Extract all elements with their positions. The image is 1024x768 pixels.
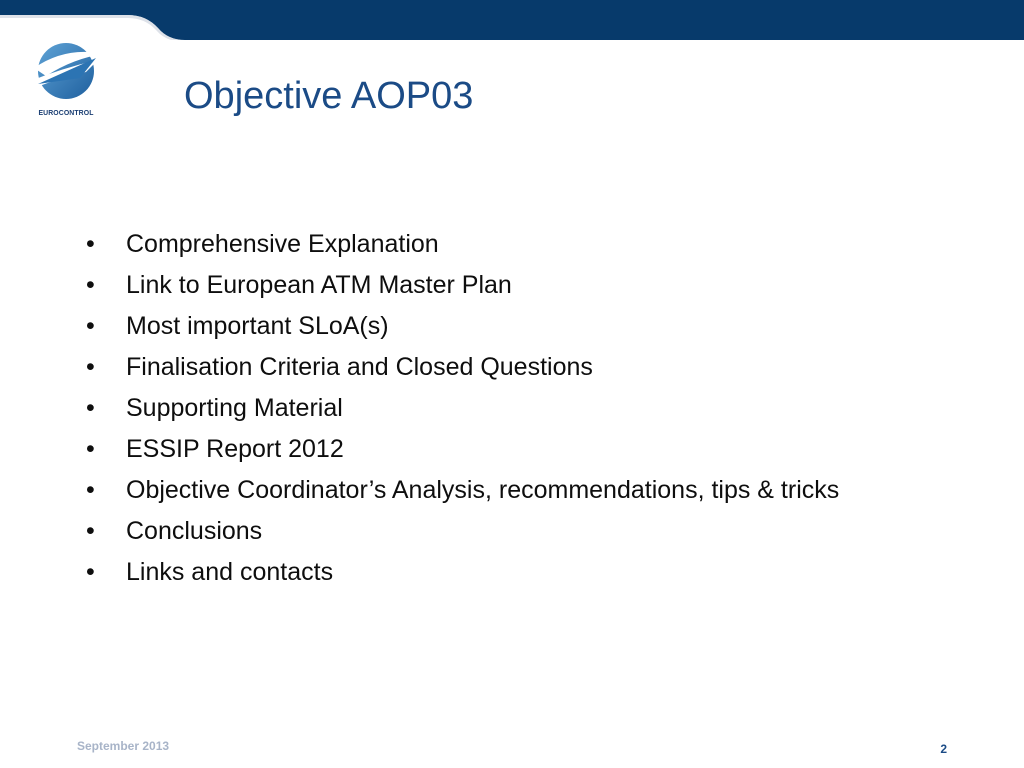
footer-date: September 2013 xyxy=(77,739,170,753)
bullet-list xyxy=(86,224,839,593)
bullet-item xyxy=(86,224,839,265)
logo-wordmark: EUROCONTROL xyxy=(38,108,94,117)
bullet-marker: • xyxy=(86,435,95,463)
bullet-item xyxy=(86,552,839,593)
bullet-item xyxy=(86,470,839,511)
bullet-item xyxy=(86,265,839,306)
bullet-item xyxy=(86,306,839,347)
bullet-marker: • xyxy=(86,230,95,258)
bullet-text: Most important SLoA(s) xyxy=(126,312,389,340)
bullet-marker: • xyxy=(86,476,95,504)
bullet-marker: • xyxy=(86,271,95,299)
header-band xyxy=(0,0,1024,40)
bullet-text: Finalisation Criteria and Closed Questions xyxy=(126,353,593,381)
header-band-shape xyxy=(0,0,1024,40)
bullet-text: Supporting Material xyxy=(126,394,343,422)
bullet-text: Link to European ATM Master Plan xyxy=(126,271,512,299)
slide-title: Objective AOP03 xyxy=(184,75,474,117)
bullet-text: Comprehensive Explanation xyxy=(126,230,439,258)
bullet-marker: • xyxy=(86,558,95,586)
bullet-marker: • xyxy=(86,394,95,422)
bullet-marker: • xyxy=(86,517,95,545)
bullet-marker: • xyxy=(86,353,95,381)
bullet-text: Links and contacts xyxy=(126,558,334,586)
bullet-marker: • xyxy=(86,312,95,340)
eurocontrol-logo xyxy=(26,38,106,122)
bullet-item xyxy=(86,347,839,388)
bullet-text: ESSIP Report 2012 xyxy=(126,435,344,463)
bullet-item xyxy=(86,511,839,552)
bullet-text: Conclusions xyxy=(126,517,263,545)
bullet-item xyxy=(86,429,839,470)
page-number: 2 xyxy=(940,742,947,756)
bullet-text: Objective Coordinator’s Analysis, recommendations, tips & tricks xyxy=(126,476,840,504)
eurocontrol-logo-icon xyxy=(26,38,106,108)
bullet-item xyxy=(86,388,839,429)
